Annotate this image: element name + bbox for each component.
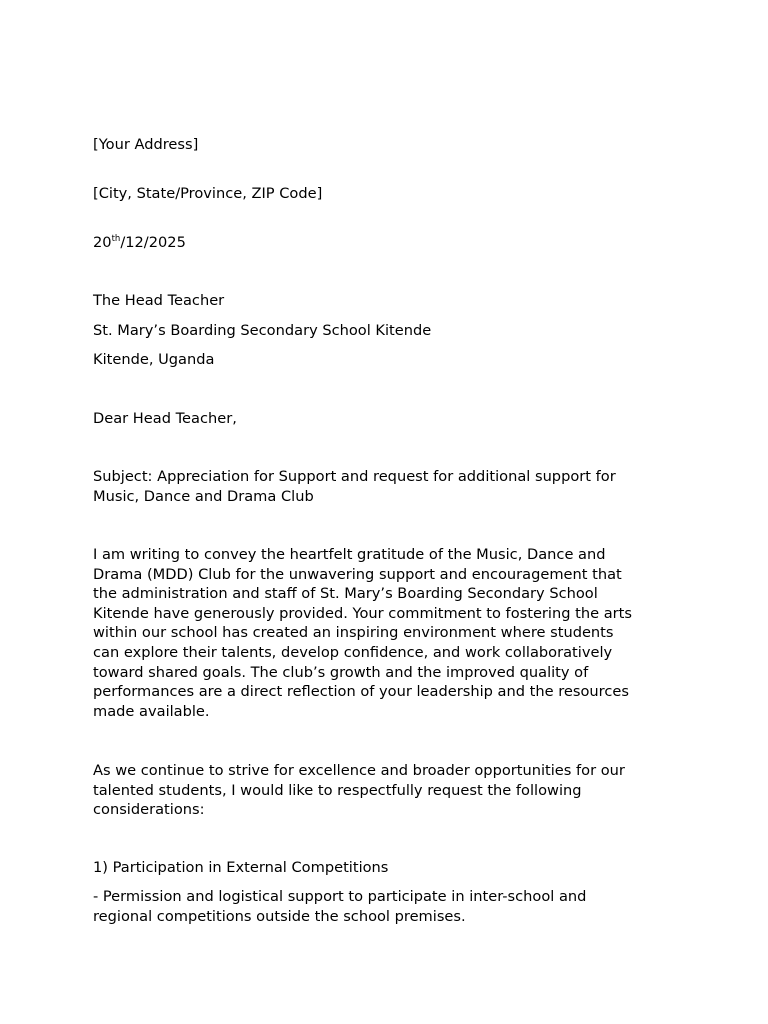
date-day: 20 (93, 234, 112, 251)
paragraph-line: toward shared goals. The club’s growth and the improved quality of (93, 663, 589, 681)
subject-line-text: Subject: Appreciation for Support and request for additional support for (93, 468, 616, 485)
date-rest: /12/2025 (120, 234, 186, 251)
paragraph-line: the administration and staff of St. Mary’s Boarding Secondary School (93, 585, 598, 603)
request-detail-line: regional competitions outside the school premises. (93, 907, 466, 925)
letter-date (93, 233, 186, 253)
recipient-school: St. Mary’s Boarding Secondary School Kitende (93, 322, 432, 339)
paragraph-line: made available. (93, 702, 210, 720)
paragraph-line: can explore their talents, develop confidence, and work collaboratively (93, 643, 613, 661)
sender-city-line: [City, State/Province, ZIP Code] (93, 185, 323, 202)
request-detail-1 (93, 887, 673, 926)
body-paragraph-1 (93, 545, 673, 721)
paragraph-line: considerations: (93, 801, 205, 819)
request-heading-1: 1) Participation in External Competitions (93, 859, 389, 876)
paragraph-line: As we continue to strive for excellence and broader opportunities for our (93, 762, 625, 779)
date-suffix: th (111, 234, 121, 244)
paragraph-line: performances are a direct reflection of your leadership and the resources (93, 683, 629, 701)
recipient-title: The Head Teacher (93, 292, 225, 309)
paragraph-line: talented students, I would like to respectfully request the following (93, 781, 582, 799)
paragraph-line: Drama (MDD) Club for the unwavering support and encouragement that (93, 565, 622, 583)
paragraph-line: Kitende have generously provided. Your commitment to fostering the arts (93, 604, 632, 622)
recipient-location: Kitende, Uganda (93, 351, 215, 368)
body-paragraph-2 (93, 761, 673, 820)
request-detail-line: - Permission and logistical support to participate in inter-school and (93, 888, 587, 905)
subject-line-text: Music, Dance and Drama Club (93, 487, 314, 505)
paragraph-line: within our school has created an inspiring environment where students (93, 624, 614, 642)
sender-address: [Your Address] (93, 136, 199, 153)
subject-line (93, 467, 673, 506)
paragraph-line: I am writing to convey the heartfelt gratitude of the Music, Dance and (93, 546, 606, 563)
salutation: Dear Head Teacher, (93, 410, 237, 427)
